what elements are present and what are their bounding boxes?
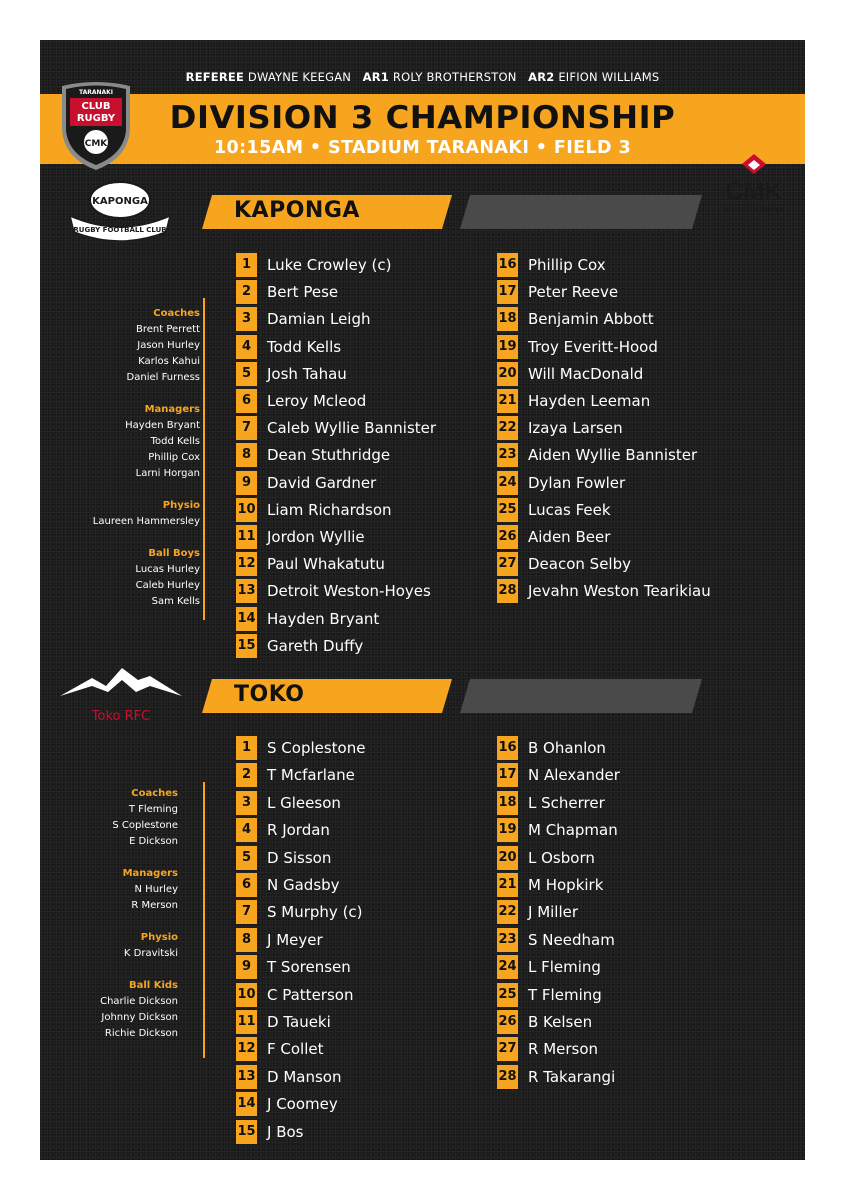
staff-member: Lucas Hurley [135,564,200,575]
player-name: J Bos [267,1122,304,1141]
jersey-number: 2 [236,763,257,787]
staff-member: Brent Perrett [136,324,200,335]
player-name: D Taueki [267,1013,331,1031]
jersey-number: 25 [497,498,518,522]
jersey-number: 19 [497,818,518,842]
player-name: J Meyer [267,930,323,949]
player-name: T Mcfarlane [267,766,355,785]
staff-member: K Dravitski [123,948,178,959]
club-rugby-shield-icon [58,80,134,172]
official-role: AR1 [362,70,390,84]
match-officials [40,70,805,84]
jersey-number: 1 [236,736,257,760]
staff-member: Sam Kells [151,596,200,607]
jersey-number: 21 [497,389,518,413]
staff-member: R Merson [131,900,178,911]
player-name: Jordon Wyllie [267,528,365,546]
player-name: Damian Leigh [267,310,371,329]
player-name: Will MacDonald [528,364,644,383]
player-name: S Needham [528,930,615,949]
player-name: Caleb Wyllie Bannister [267,419,437,438]
staff-role-heading: Managers [122,868,178,879]
toko-mountain-logo [58,662,184,726]
kaponga-logo-bottom: RUGBY FOOTBALL CLUB [73,226,167,234]
player-name: Benjamin Abbott [528,310,654,329]
player-name: Hayden Leeman [528,392,651,410]
team-sheet-poster [40,40,805,1160]
staff-divider [203,298,205,620]
player-name: R Takarangi [528,1067,616,1086]
jersey-number: 28 [497,579,518,603]
jersey-number: 24 [497,955,518,979]
staff-member: Jason Hurley [137,340,200,351]
official-name: ROLY BROTHERSTON [392,70,517,84]
player-name: Dean Stuthridge [267,446,391,465]
player-name: R Jordan [267,821,330,840]
staff-role-heading: Ball Kids [129,980,178,991]
jersey-number: 23 [497,928,518,952]
jersey-number: 14 [236,1092,257,1116]
jersey-number: 13 [236,579,257,603]
jersey-number: 26 [497,525,518,549]
player-name: J Miller [528,903,579,922]
jersey-number: 18 [497,307,518,331]
jersey-number: 27 [497,1037,518,1061]
player-name: T Sorensen [267,958,351,977]
staff-divider [203,782,205,1058]
jersey-number: 16 [497,736,518,760]
staff-member: Hayden Bryant [125,420,200,431]
player-name: J Coomey [267,1095,338,1114]
staff-member: Johnny Dickson [101,1012,178,1023]
player-name: F Collet [267,1040,324,1059]
player-name: Jevahn Weston Tearikiau [528,582,711,601]
official-name: EIFION WILLIAMS [558,70,660,84]
player-name: B Ohanlon [528,739,606,757]
club-logo-top: TARANAKI [78,89,114,96]
player-name: M Hopkirk [528,876,604,894]
player-name: Izaya Larsen [528,419,623,438]
player-name: Hayden Bryant [267,609,380,628]
jersey-number: 10 [236,983,257,1007]
jersey-number: 15 [236,1120,257,1144]
player-name: L Gleeson [267,793,341,812]
sponsor-name: CMK [725,178,783,206]
staff-member: Larni Horgan [135,468,200,479]
staff-member: Charlie Dickson [100,996,178,1007]
official-name: DWAYNE KEEGAN [247,70,352,84]
jersey-number: 6 [236,389,257,413]
jersey-number: 21 [497,873,518,897]
jersey-number: 13 [236,1065,257,1089]
jersey-number: 7 [236,900,257,924]
player-name: M Chapman [528,821,618,840]
player-name: L Osborn [528,848,595,867]
team-header-kaponga [202,195,702,229]
jersey-number: 3 [236,791,257,815]
player-name: N Alexander [528,766,620,785]
jersey-number: 7 [236,416,257,440]
official-role: REFEREE [185,70,245,84]
player-name: Paul Whakatutu [267,555,385,574]
player-name: T Fleming [528,985,602,1004]
jersey-number: 17 [497,280,518,304]
team-header-toko [202,679,702,713]
jersey-number: 5 [236,362,257,386]
jersey-number: 8 [236,443,257,467]
player-name: Phillip Cox [528,256,606,274]
player-name: Deacon Selby [528,555,631,574]
player-name: Bert Pese [267,283,339,302]
staff-member: T Fleming [128,804,178,815]
jersey-number: 16 [497,253,518,277]
player-name: Josh Tahau [267,364,347,383]
player-name: Aiden Wyllie Bannister [528,446,698,465]
staff-list [50,306,200,610]
staff-member: E Dickson [129,836,178,847]
official-role: AR2 [528,70,555,84]
jersey-number: 3 [236,307,257,331]
staff-role-heading: Managers [144,404,200,415]
staff-member: Todd Kells [150,436,200,447]
staff-member: Phillip Cox [148,452,200,463]
staff-member: Karlos Kahui [138,356,200,367]
jersey-number: 14 [236,607,257,631]
toko-logo-label: Toko RFC [91,709,151,724]
player-name: C Patterson [267,985,354,1004]
player-name: Gareth Duffy [267,636,364,655]
jersey-number: 24 [497,471,518,495]
player-name: Troy Everitt-Hood [528,337,658,356]
team-name: KAPONGA [234,198,360,223]
jersey-number: 22 [497,416,518,440]
jersey-number: 26 [497,1010,518,1034]
staff-role-heading: Ball Boys [148,548,200,559]
player-name: Peter Reeve [528,283,619,302]
player-name: Aiden Beer [528,528,611,546]
jersey-number: 12 [236,552,257,576]
player-name: Liam Richardson [267,500,392,519]
match-details: 10:15AM • STADIUM TARANAKI • FIELD 3 [213,138,632,158]
player-name: L Fleming [528,958,601,977]
sponsor-sub: ACCOUNTANTS [723,205,785,214]
player-name: S Murphy (c) [267,903,363,922]
jersey-number: 2 [236,280,257,304]
player-name: D Sisson [267,848,332,867]
staff-member: N Hurley [134,884,178,895]
club-logo-badge: CMK [84,139,108,149]
player-name: David Gardner [267,473,377,492]
page-title: DIVISION 3 CHAMPIONSHIP [169,100,676,136]
player-name: Leroy Mcleod [267,392,367,410]
jersey-number: 20 [497,846,518,870]
jersey-number: 28 [497,1065,518,1089]
club-logo-line2: RUGBY [76,113,116,124]
jersey-number: 10 [236,498,257,522]
jersey-number: 17 [497,763,518,787]
staff-member: Daniel Furness [126,372,200,383]
staff-member: Laureen Hammersley [92,516,200,527]
jersey-number: 8 [236,928,257,952]
jersey-number: 15 [236,634,257,658]
kaponga-club-logo [64,176,176,246]
player-name: N Gadsby [267,876,340,894]
team-name: TOKO [234,682,305,707]
player-name: D Manson [267,1067,342,1086]
sponsor-logo [714,152,794,216]
staff-member: S Coplestone [112,820,178,831]
jersey-number: 19 [497,335,518,359]
player-name: Todd Kells [267,337,342,356]
jersey-number: 23 [497,443,518,467]
staff-role-heading: Coaches [153,308,200,319]
kaponga-logo-top: KAPONGA [92,196,148,207]
jersey-number: 27 [497,552,518,576]
jersey-number: 9 [236,471,257,495]
player-name: R Merson [528,1040,599,1059]
jersey-number: 1 [236,253,257,277]
staff-member: Richie Dickson [104,1028,178,1039]
staff-role-heading: Physio [162,500,200,511]
player-name: S Coplestone [267,739,366,757]
player-name: Detroit Weston-Hoyes [267,582,431,601]
staff-role-heading: Physio [140,932,178,943]
jersey-number: 18 [497,791,518,815]
player-name: B Kelsen [528,1013,593,1031]
jersey-number: 22 [497,900,518,924]
club-logo-line1: CLUB [81,101,111,112]
jersey-number: 11 [236,1010,257,1034]
staff-role-heading: Coaches [131,788,178,799]
jersey-number: 11 [236,525,257,549]
player-name: L Scherrer [528,793,605,812]
jersey-number: 6 [236,873,257,897]
jersey-number: 5 [236,846,257,870]
jersey-number: 4 [236,818,257,842]
jersey-number: 4 [236,335,257,359]
jersey-number: 9 [236,955,257,979]
staff-member: Caleb Hurley [135,580,200,591]
player-name: Lucas Feek [528,500,611,519]
jersey-number: 20 [497,362,518,386]
staff-list [40,786,178,1042]
player-name: Dylan Fowler [528,473,626,492]
jersey-number: 12 [236,1037,257,1061]
jersey-number: 25 [497,983,518,1007]
player-name: Luke Crowley (c) [267,256,392,274]
